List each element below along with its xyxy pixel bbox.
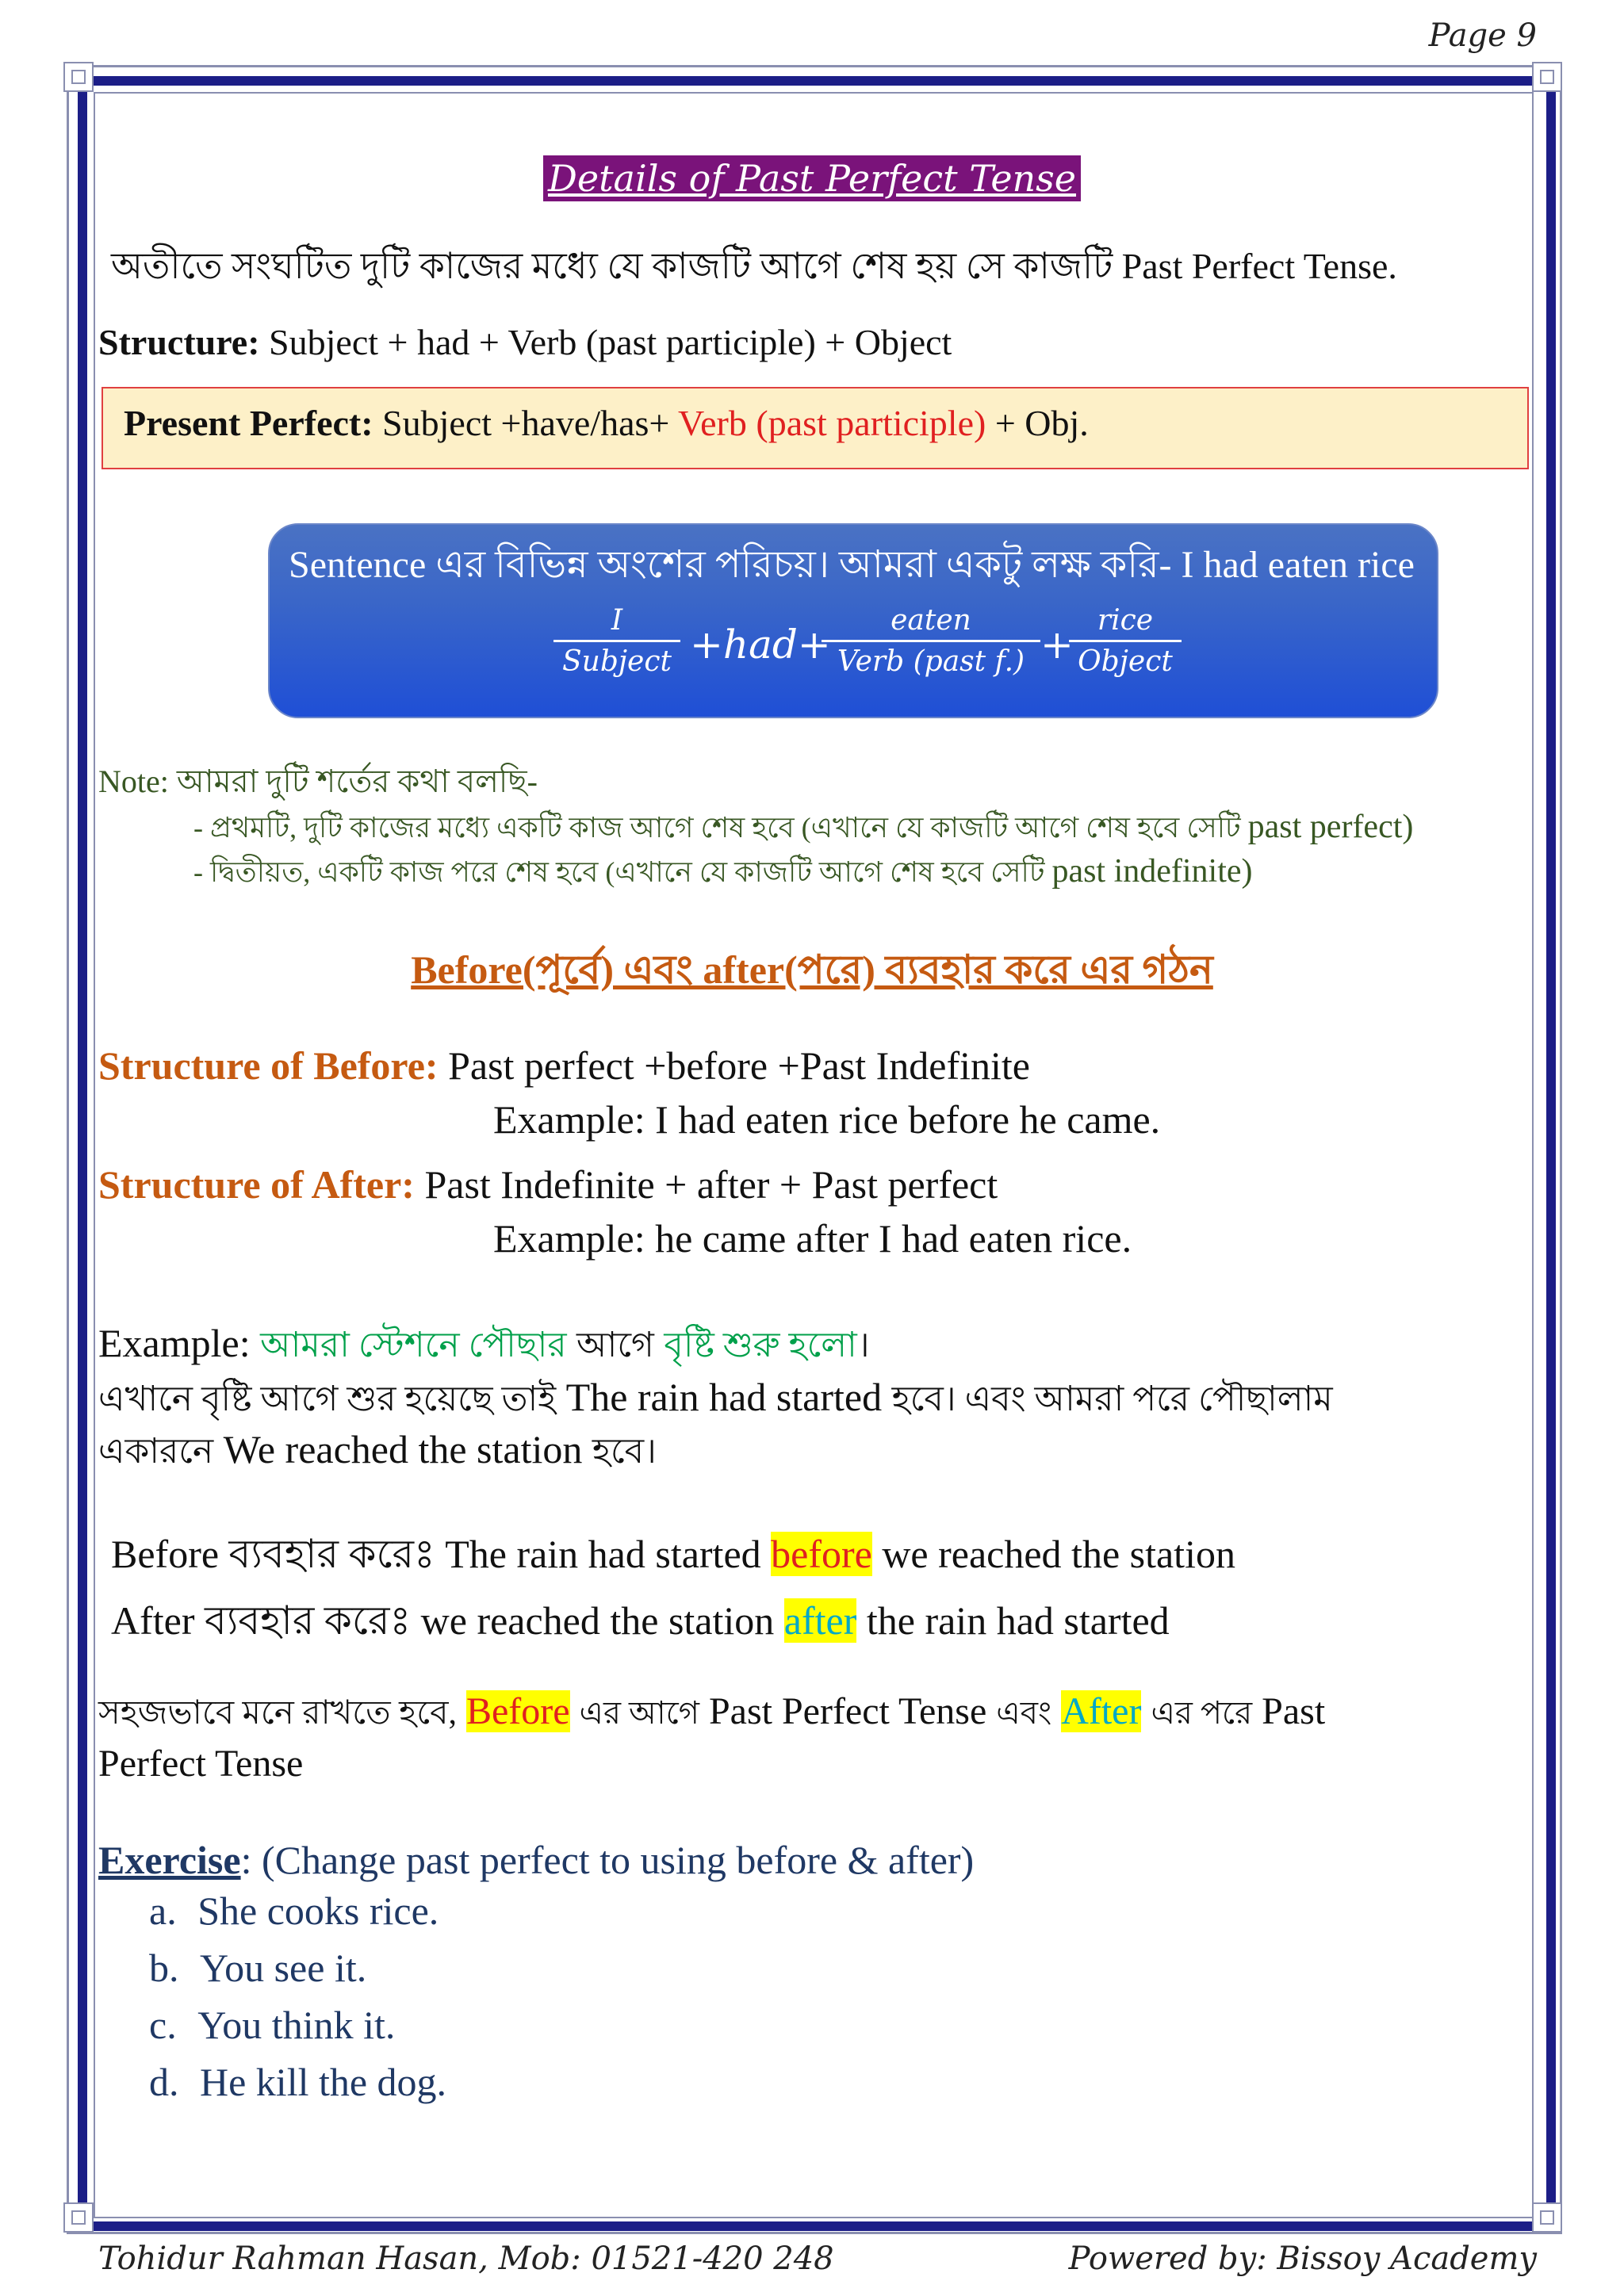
note-line — [98, 763, 538, 801]
sentence-heading-en: Sentence — [289, 544, 427, 586]
example-line-3-en: We reached the station — [223, 1427, 583, 1471]
exercise-instruction: : (Change past perfect to using before & after) — [240, 1838, 975, 1882]
intro-bangla: অতীতে সংঘটিত দুটি কাজের মধ্যে যে কাজটি আগে শেষ হয় সে কাজটি — [111, 246, 1113, 286]
exercise-item-marker: d. — [149, 2060, 179, 2104]
before-usage-label: Before ব্যবহার করেঃ — [111, 1532, 435, 1576]
structure-before-label: Structure of Before: — [98, 1043, 439, 1088]
remember-keyword-before: Before — [465, 1690, 570, 1732]
structure-label: Structure: — [98, 322, 260, 362]
page-title — [0, 155, 1624, 201]
fraction-verb — [822, 604, 1040, 678]
section-heading: Before(পূর্বে) এবং after(পরে) ব্যবহার করে এর গঠন — [411, 947, 1213, 992]
operator-had: +had+ — [690, 622, 831, 668]
note-point-2-bn: - দ্বিতীয়ত, একটি কাজ পরে শেষ হবে (এখানে যে কাজটি আগে শেষ হবে সেটি — [193, 856, 1045, 888]
exercise-item-marker: a. — [149, 1888, 177, 1933]
sentence-heading-example: I had eaten rice — [1181, 544, 1415, 586]
structure-line — [98, 320, 952, 364]
page-number: Page 9 — [1428, 17, 1537, 54]
before-keyword: before — [771, 1532, 872, 1576]
exercise-item-marker: c. — [149, 2003, 177, 2047]
example-line-1 — [98, 1319, 870, 1367]
exercise-item-marker: b. — [149, 1946, 179, 1990]
sentence-parts-box — [268, 523, 1438, 718]
example-line-3-bn2: হবে। — [592, 1432, 657, 1471]
fraction-object — [1069, 604, 1182, 678]
exercise-item — [149, 1944, 366, 1992]
intro-definition — [111, 244, 1397, 288]
note-label: Note: — [98, 763, 169, 799]
sentence-heading-bn: এর বিভিন্ন অংশের পরিচয়। আমরা একটু লক্ষ করি- — [435, 544, 1172, 586]
exercise-item — [149, 1887, 439, 1934]
fraction-verb-word: eaten — [822, 604, 1040, 642]
example-line-2-bn1: এখানে বৃষ্টি আগে শুর হয়েছে তাই — [98, 1380, 557, 1418]
after-usage-label: After ব্যবহার করেঃ — [111, 1598, 412, 1643]
before-usage-text-1: The rain had started — [445, 1532, 761, 1576]
before-usage-text-2: we reached the station — [882, 1532, 1235, 1576]
structure-after-label: Structure of After: — [98, 1162, 415, 1207]
present-perfect-label: Present Perfect: — [124, 403, 373, 443]
fraction-object-label: Object — [1078, 645, 1173, 678]
after-usage-text-1: we reached the station — [420, 1598, 775, 1643]
intro-english: Past Perfect Tense. — [1121, 246, 1397, 286]
footer-powered-by: Powered by: Bissoy Academy — [1068, 2241, 1537, 2277]
note-point-1 — [193, 807, 1413, 847]
border-corner-ornament — [63, 2202, 94, 2233]
example-bn-1: আমরা স্টেশনে পৌছার — [260, 1326, 567, 1364]
structure-before-line — [98, 1042, 1030, 1089]
exercise-heading — [98, 1836, 974, 1884]
exercise-item — [149, 2058, 446, 2106]
footer-author: Tohidur Rahman Hasan, Mob: 01521-420 248 — [98, 2241, 834, 2277]
note-point-2 — [193, 851, 1253, 891]
border-corner-ornament — [1532, 2202, 1562, 2233]
remember-line-1 — [98, 1689, 1325, 1735]
present-perfect-part1: Subject +have/has+ — [382, 403, 670, 443]
remember-bn-2: এর আগে — [579, 1695, 699, 1731]
structure-after-formula: Past Indefinite + after + Past perfect — [424, 1162, 998, 1207]
example-label: Example: — [98, 1321, 251, 1365]
remember-keyword-after: After — [1061, 1690, 1142, 1732]
sentence-parts-heading — [289, 536, 1415, 599]
page-title-text: Details of Past Perfect Tense — [543, 155, 1081, 201]
exercise-item-text: You see it. — [200, 1946, 367, 1990]
remember-bn-4: এর পরে — [1151, 1695, 1253, 1731]
example-line-3-bn1: একারনে — [98, 1432, 214, 1471]
present-perfect-line — [124, 401, 1089, 445]
exercise-item — [149, 2001, 395, 2049]
structure-after-example: Example: he came after I had eaten rice. — [493, 1216, 1132, 1261]
example-bn-3: বৃষ্টি শুরু হলো — [664, 1326, 857, 1364]
note-point-2-en: past indefinite) — [1051, 853, 1253, 890]
example-line-2-bn2: হবে। এবং আমরা পরে পৌছালাম — [891, 1380, 1333, 1418]
remember-en-1: Past Perfect Tense — [708, 1690, 987, 1732]
fraction-subject-label: Subject — [562, 645, 672, 678]
remember-line-2: Perfect Tense — [98, 1743, 304, 1785]
example-line-2-en: The rain had started — [565, 1375, 883, 1419]
present-perfect-verb: Verb (past participle) — [678, 403, 986, 443]
structure-before-formula: Past perfect +before +Past Indefinite — [448, 1043, 1030, 1088]
present-perfect-part3: + Obj. — [994, 403, 1089, 443]
fraction-subject-word: I — [553, 604, 680, 642]
structure-formula: Subject + had + Verb (past participle) + Object — [269, 322, 952, 362]
note-text: আমরা দুটি শর্তের কথা বলছি- — [176, 763, 538, 799]
exercise-item-text: He kill the dog. — [200, 2060, 447, 2104]
exercise-label: Exercise — [98, 1838, 241, 1882]
structure-before-example: Example: I had eaten rice before he came. — [493, 1097, 1161, 1142]
remember-bn-3: এবং — [996, 1695, 1052, 1731]
note-point-1-en: past perfect) — [1247, 809, 1414, 845]
before-usage-line — [111, 1530, 1235, 1578]
exercise-item-text: She cooks rice. — [197, 1888, 439, 1933]
exercise-item-text: You think it. — [197, 2003, 396, 2047]
structure-after-line — [98, 1161, 998, 1208]
border-corner-ornament — [63, 62, 94, 92]
operator-plus: + — [1040, 622, 1074, 668]
fraction-verb-label: Verb (past f.) — [837, 645, 1025, 678]
example-bn-4: । — [856, 1326, 870, 1364]
example-line-3 — [98, 1425, 657, 1473]
example-line-2 — [98, 1373, 1333, 1421]
fraction-subject — [553, 604, 680, 678]
after-keyword: after — [783, 1598, 857, 1643]
example-bn-2: আগে — [576, 1326, 654, 1364]
after-usage-text-2: the rain had started — [866, 1598, 1170, 1643]
remember-en-2: Past — [1262, 1690, 1326, 1732]
remember-bn-1: সহজভাবে মনে রাখতে হবে, — [98, 1695, 457, 1732]
fraction-object-word: rice — [1069, 604, 1182, 642]
note-point-1-bn: - প্রথমটি, দুটি কাজের মধ্যে একটি কাজ আগে শেষ হবে (এখানে যে কাজটি আগে শেষ হবে সেটি — [193, 812, 1241, 844]
border-corner-ornament — [1532, 62, 1562, 92]
after-usage-line — [111, 1597, 1170, 1644]
